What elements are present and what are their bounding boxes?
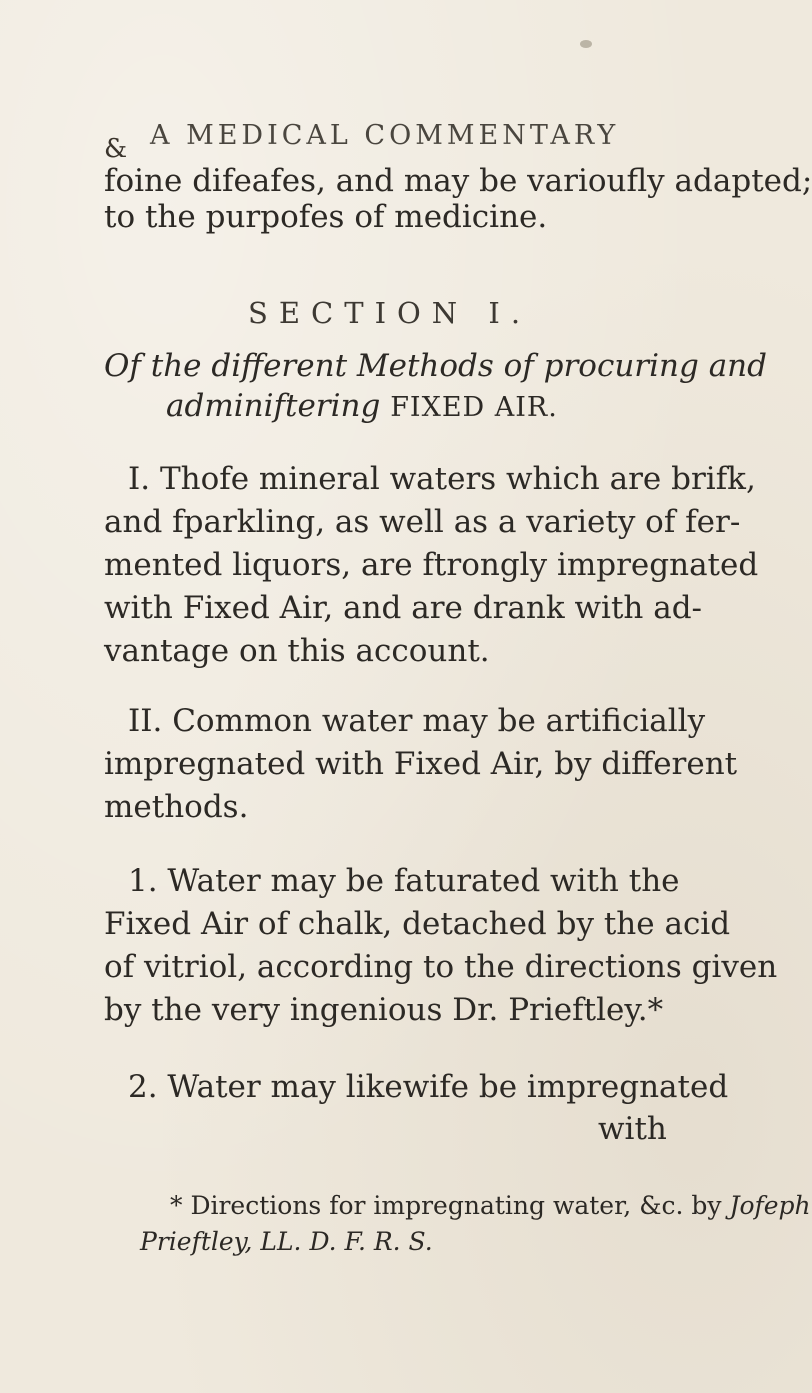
page-ornament: & [104,134,128,164]
footnote-line-1 [170,1190,811,1222]
footnote-text: * Directions for impregnating water, &c. by [170,1191,730,1220]
section-heading-italic: adminiftering [166,388,381,424]
intro-line-2: to the purpofes of medicine. [104,199,548,235]
footnote-line-2: Prieftley, LL. D. F. R. S. [140,1227,433,1256]
para1-line-4: with Fixed Air, and are drank with ad- [104,590,703,626]
para1-line-3: mented liquors, are ftrongly impregnated [104,547,759,583]
para1-line-5: vantage on this account. [104,633,490,669]
catchword: with [598,1111,667,1147]
para3-line-1: 1. Water may be faturated with the [128,863,680,899]
footnote-name: Jofeph [729,1191,811,1220]
section-heading-line-1: Of the different Methods of procuring and [104,348,767,384]
para2-line-2: impregnated with Fixed Air, by different [104,746,738,782]
section-title: SECTION I. [248,296,532,330]
para3-line-4: by the very ingenious Dr. Prieftley.* [104,992,664,1028]
para1-line-1: I. Thofe mineral waters which are brifk, [128,461,756,497]
para2-line-1: II. Common water may be artificially [128,703,706,739]
para3-line-2: Fixed Air of chalk, detached by the acid [104,906,731,942]
intro-line-1: foine difeafes, and may be varioufly adapted; [104,163,812,199]
para2-line-3: methods. [104,789,249,825]
para4-line-1: 2. Water may likewife be impregnated [128,1069,729,1105]
running-head: A MEDICAL COMMENTARY [150,120,620,151]
section-heading-caps: FIXED AIR. [390,392,558,423]
ink-speck [580,40,592,48]
para1-line-2: and fparkling, as well as a variety of fer- [104,504,741,540]
para3-line-3: of vitriol, according to the directions given [104,949,778,985]
section-heading-line-2 [166,388,558,424]
